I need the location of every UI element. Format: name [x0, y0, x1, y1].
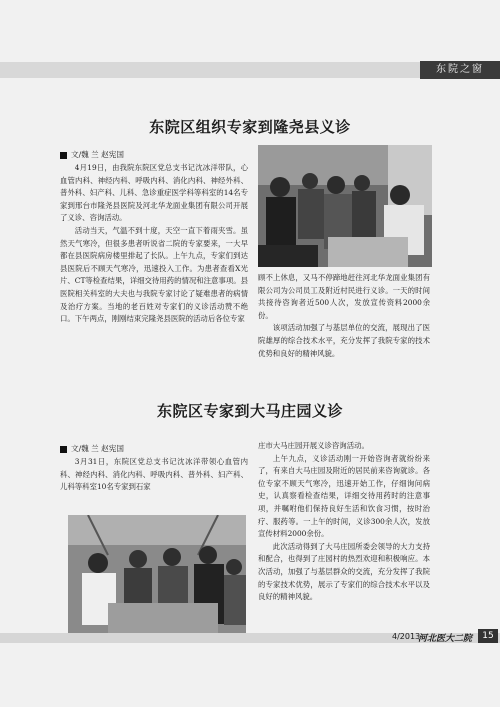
- outdoor-clinic-photo-image: [68, 515, 246, 635]
- article2-photo: [68, 515, 246, 635]
- article2-paragraph: 3月31日，东院区党总支书记沈冰洋带领心血管内科、神经内科、消化内科、呼吸内科、普外科、妇产科、儿科等科室10名专家到石家: [60, 457, 248, 492]
- article2-paragraph: 此次活动得到了大马庄园所委会领导的大力支持和配合，也得到了庄园村的热烈欢迎和积极响应。本次活动，加强了与基层群众的交流，充分发挥了我院的专家技术优势，展示了专家们的综合技术水平以及良好的精神风貌。: [258, 541, 430, 602]
- article1-byline: [60, 149, 124, 160]
- article2-right-column: [258, 440, 430, 604]
- article1-photo: [258, 145, 432, 267]
- article2-title: 东院区专家到大马庄园义诊: [156, 402, 343, 420]
- article1-left-column: [60, 162, 248, 326]
- article1-right-column: [258, 272, 430, 360]
- clinic-photo-image: [258, 145, 432, 267]
- magazine-name: 河北医大二院: [418, 634, 473, 644]
- issue-number: 4/2013: [392, 632, 421, 641]
- article2-paragraph: 庄市大马庄园开展义诊咨询活动。: [258, 441, 369, 450]
- article1-byline-text: 文/魏 兰 赵宪国: [71, 150, 124, 159]
- article1-paragraph: 活动当天，气温不到十度，天空一直下着雨夹雪。虽然天气寒冷，但很多患者听说省二院的专家要来，一大早都在县医院病房楼里排起了长队。上午九点，专家们到达县医院后不顾天气寒冷，迅速投入工作。为患者查看X光片、CT等检查结果，详细交待用药的情况和注意事项。县医院相关科室的大夫也与我院专家讨论了疑难患者的病情及治疗方案。当地的老百姓对专家们的义诊活动赞不绝口。下午两点，刚刚结束完隆尧县医院的活动后各位专家: [60, 225, 248, 324]
- article2-byline-text: 文/魏 兰 赵宪国: [71, 444, 124, 453]
- bullet-square-icon: [60, 152, 67, 159]
- article1-paragraph: 该项活动加强了与基层单位的交流，展现出了医院雄厚的综合技术水平，充分发挥了我院专家的技术优势和良好的精神风貌。: [258, 323, 430, 358]
- article1-paragraph: 4月19日，由我院东院区党总支书记沈冰洋带队，心血管内科、神经内科、呼吸内科、消化内科、神经外科、普外科、妇产科、儿科、急诊重症医学科等科室的14名专家到邢台市隆尧县医院及河北华龙面业集团有限公司开展了义诊、咨询活动。: [60, 163, 248, 223]
- page-number: 15: [478, 629, 498, 643]
- article1-title: 东院区组织专家到隆尧县义诊: [149, 118, 351, 136]
- article2-left-column: [60, 456, 248, 494]
- bullet-square-icon: [60, 446, 67, 453]
- article2-byline: [60, 443, 124, 454]
- section-label: 东院之窗: [420, 61, 500, 79]
- article1-paragraph: 顾不上休息，又马不停蹄地赶往河北华龙面业集团有限公司为公司员工及附近村民进行义诊。一天的时间共接待咨询者近500人次，发放宣传资料2000余份。: [258, 273, 430, 320]
- article2-paragraph: 上午九点，义诊活动刚一开始咨询者就纷纷来了，有来自大马庄园及附近的居民前来咨询就诊。各位专家不顾天气寒冷，迅速开始工作，仔细询问病史，认真察看检查结果，详细交待用药时的注意事项，并嘱咐他们保持良好生活和饮食习惯，按时治疗、服药等。一上午的时间，义诊300余人次，发放宣传材料2000余份。: [258, 453, 430, 539]
